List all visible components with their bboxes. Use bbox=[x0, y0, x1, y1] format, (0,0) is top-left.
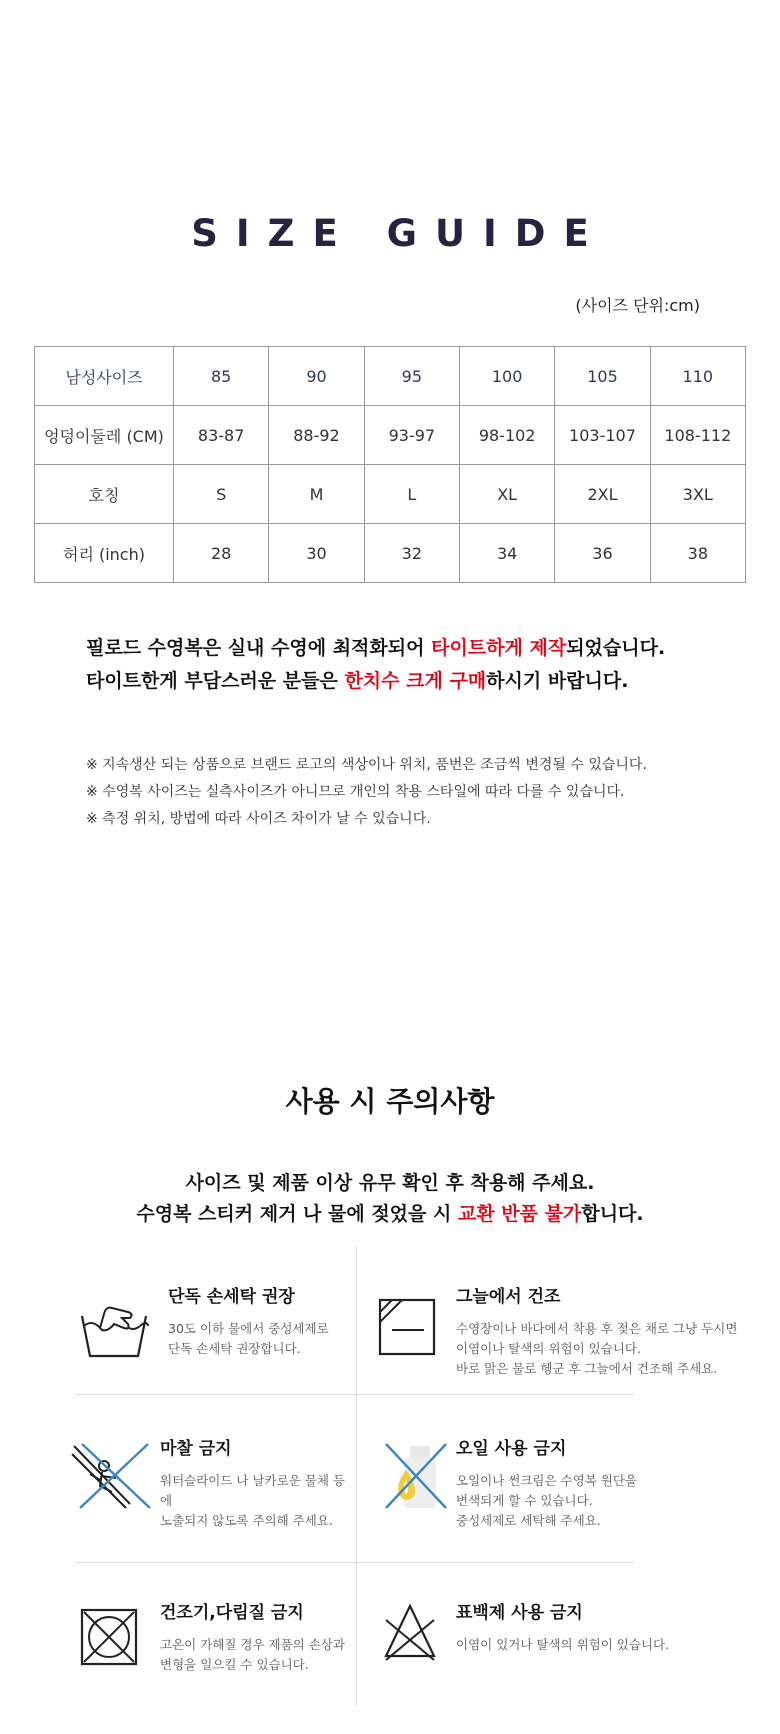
table-cell: 36 bbox=[555, 524, 650, 583]
note-item: ※ 수영복 사이즈는 실측사이즈가 아니므로 개인의 착용 스타일에 따라 다를 수 있습니다. bbox=[86, 784, 625, 800]
highlight-size-up: 한치수 크게 구매 bbox=[344, 670, 487, 692]
table-cell: 88-92 bbox=[269, 406, 364, 465]
table-cell: 83-87 bbox=[174, 406, 269, 465]
care-item-no-bleach: 표백제 사용 금지 이염이 있거나 탈색의 위험이 있습니다. bbox=[456, 1603, 670, 1652]
table-cell: 95 bbox=[364, 347, 459, 406]
size-guide-title: SIZE GUIDE bbox=[191, 212, 607, 255]
table-cell: 90 bbox=[269, 347, 364, 406]
table-cell: L bbox=[364, 465, 459, 524]
no-oil-icon bbox=[384, 1440, 448, 1512]
table-row bbox=[35, 465, 746, 524]
highlight-no-return: 교환 반품 불가 bbox=[457, 1203, 582, 1225]
care-title: 사용 시 주의사항 bbox=[285, 1085, 495, 1118]
care-item-shade-dry: 그늘에서 건조 수영장이나 바다에서 착용 후 젖은 채로 그냥 두시면 이염이나 탈색의 위험이 있습니다. 바로 맑은 물로 헹군 후 그늘에서 건조해 주세요. bbox=[456, 1287, 738, 1376]
no-tumble-dry-icon bbox=[80, 1608, 138, 1666]
shade-dry-icon bbox=[378, 1298, 436, 1356]
care-item-no-friction: 마찰 금지 워터슬라이드 나 날카로운 물체 등에 노출되지 않도록 주의해 주세요. bbox=[160, 1439, 345, 1528]
unit-note: (사이즈 단위:cm) bbox=[575, 296, 700, 315]
highlight-tight: 타이트하게 제작 bbox=[431, 637, 567, 659]
no-bleach-icon bbox=[382, 1602, 438, 1662]
table-cell: 2XL bbox=[555, 465, 650, 524]
table-cell: 110 bbox=[650, 347, 745, 406]
grid-divider-horizontal bbox=[76, 1394, 634, 1395]
table-cell: 98-102 bbox=[459, 406, 554, 465]
row-header: 엉덩이둘레 (CM) bbox=[35, 406, 174, 465]
table-cell: XL bbox=[459, 465, 554, 524]
row-header: 허리 (inch) bbox=[35, 524, 174, 583]
care-item-no-oil: 오일 사용 금지 오일이나 썬크림은 수영복 원단을 변색되게 할 수 있습니다. 중성세제로 세탁해 주세요. bbox=[456, 1439, 637, 1528]
fit-notice bbox=[86, 632, 665, 698]
fit-notice-line-1: 필로드 수영복은 실내 수영에 최적화되어 타이트하게 제작되었습니다. bbox=[86, 637, 666, 659]
table-row bbox=[35, 347, 746, 406]
grid-divider-vertical bbox=[356, 1246, 357, 1706]
note-item: ※ 측정 위치, 방법에 따라 사이즈 차이가 날 수 있습니다. bbox=[86, 811, 431, 827]
note-item: ※ 지속생산 되는 상품으로 브랜드 로고의 색상이나 위치, 품번은 조금씩 변경될 수 있습니다. bbox=[86, 757, 647, 773]
no-friction-icon bbox=[70, 1440, 154, 1510]
row-header: 남성사이즈 bbox=[35, 347, 174, 406]
care-item-hand-wash: 단독 손세탁 권장 30도 이하 물에서 중성세제로 단독 손세탁 권장합니다. bbox=[168, 1287, 329, 1356]
table-row bbox=[35, 406, 746, 465]
table-cell: 100 bbox=[459, 347, 554, 406]
table-cell: 30 bbox=[269, 524, 364, 583]
table-cell: 38 bbox=[650, 524, 745, 583]
table-cell: 28 bbox=[174, 524, 269, 583]
table-cell: 85 bbox=[174, 347, 269, 406]
table-cell: 108-112 bbox=[650, 406, 745, 465]
table-cell: M bbox=[269, 465, 364, 524]
table-cell: 3XL bbox=[650, 465, 745, 524]
hand-wash-icon bbox=[78, 1298, 150, 1362]
table-cell: 34 bbox=[459, 524, 554, 583]
table-row bbox=[35, 524, 746, 583]
table-cell: 103-107 bbox=[555, 406, 650, 465]
care-item-no-tumble-dry: 건조기,다림질 금지 고온이 가해질 경우 제품의 손상과 변형을 일으킬 수 있습니다. bbox=[160, 1603, 345, 1672]
table-cell: 93-97 bbox=[364, 406, 459, 465]
fit-notice-line-2: 타이트한게 부담스러운 분들은 한치수 크게 구매하시기 바랍니다. bbox=[86, 670, 629, 692]
grid-divider-horizontal bbox=[76, 1562, 634, 1563]
row-header: 호칭 bbox=[35, 465, 174, 524]
table-cell: 32 bbox=[364, 524, 459, 583]
care-subtitle: 사이즈 및 제품 이상 유무 확인 후 착용해 주세요. 수영복 스티커 제거 나 물에 젖었을 시 교환 반품 불가합니다. bbox=[136, 1172, 644, 1225]
notes-list bbox=[86, 752, 647, 833]
size-table bbox=[34, 346, 746, 583]
table-cell: S bbox=[174, 465, 269, 524]
table-cell: 105 bbox=[555, 347, 650, 406]
